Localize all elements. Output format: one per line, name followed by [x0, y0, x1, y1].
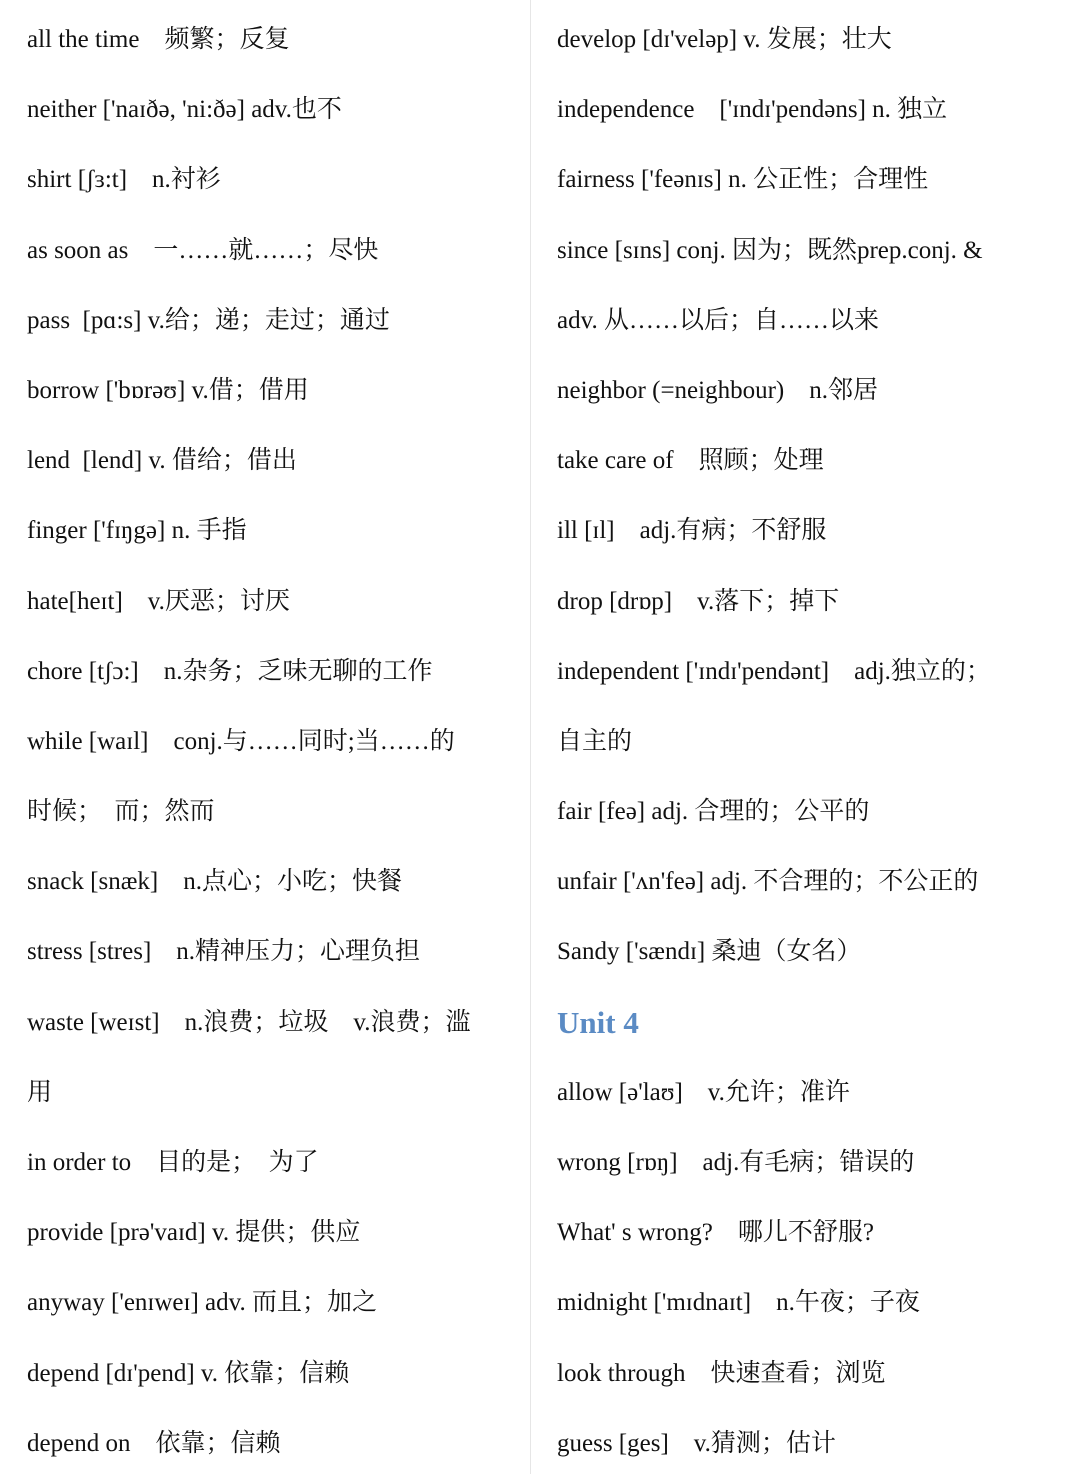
vocab-line: anyway ['enɪweɪ] adv. 而且；加之	[27, 1289, 378, 1317]
vocab-line: unfair ['ʌn'feə] adj. 不合理的；不公正的	[557, 868, 979, 896]
vocab-line: lend [lend] v. 借给；借出	[27, 447, 297, 475]
vocab-line: all the time 频繁；反复	[27, 26, 290, 53]
vocab-line: as soon as 一……就……；尽快	[27, 236, 379, 264]
vocab-line: fairness ['feənɪs] n. 公正性；合理性	[557, 166, 929, 194]
vocab-line: since [sɪns] conj. 因为；既然prep.conj. &	[557, 236, 983, 264]
vocab-line: fair [feə] adj. 合理的；公平的	[557, 798, 870, 826]
vocab-line: neither ['naɪðə, 'ni:ðə] adv.也不	[27, 96, 342, 124]
vocab-line: neighbor (=neighbour) n.邻居	[557, 376, 878, 404]
right-column	[557, 5, 1062, 1479]
unit-heading: Unit 4	[557, 1004, 639, 1040]
vocab-line: stress [stres] n.精神压力；心理负担	[27, 938, 421, 966]
vocab-line: independence ['ɪndɪ'pendəns] n. 独立	[557, 96, 948, 124]
vocab-line-continuation: 用	[27, 1078, 53, 1106]
vocab-line: provide [prə'vaɪd] v. 提供；供应	[27, 1219, 361, 1247]
vocab-line: guess [ges] v.猜测；估计	[557, 1429, 836, 1457]
vocab-line: allow [ə'laʊ] v.允许；准许	[557, 1078, 850, 1106]
vocab-line: wrong [rɒŋ] adj.有毛病；错误的	[557, 1149, 915, 1176]
vocab-line: borrow ['bɒrəʊ] v.借；借用	[27, 376, 309, 404]
vocab-line: independent ['ɪndɪ'pendənt] adj.独立的；	[557, 657, 991, 685]
vocab-line-continuation: 自主的	[557, 727, 633, 755]
left-column	[27, 5, 522, 1479]
vocab-line: shirt [ʃɜ:t] n.衬衫	[27, 166, 221, 194]
vocab-line-continuation: 时候； 而；然而	[27, 798, 215, 826]
vocab-line: hate[heɪt] v.厌恶；讨厌	[27, 587, 290, 615]
vocab-line: chore [tʃɔ:] n.杂务；乏味无聊的工作	[27, 657, 433, 685]
vocab-line: Sandy ['sændɪ] 桑迪（女名）	[557, 938, 862, 966]
vocab-line: What' s wrong? 哪儿不舒服?	[557, 1219, 874, 1247]
vocab-line: look through 快速查看；浏览	[557, 1359, 886, 1387]
vocab-line: pass [pɑ:s] v.给；递；走过；通过	[27, 306, 390, 334]
vocab-line-continuation: adv. 从……以后；自……以来	[557, 306, 879, 334]
vocab-line: while [waɪl] conj.与……同时;当……的	[27, 727, 455, 755]
vocab-line: depend on 依靠；信赖	[27, 1429, 281, 1457]
vocab-line: ill [ɪl] adj.有病；不舒服	[557, 517, 827, 545]
vocab-line: in order to 目的是； 为了	[27, 1149, 319, 1176]
vocab-line: drop [drɒp] v.落下；掉下	[557, 587, 840, 615]
vocab-line: develop [dɪ'veləp] v. 发展；壮大	[557, 26, 892, 53]
vocab-line: finger ['fɪŋgə] n. 手指	[27, 517, 247, 545]
vocab-line: depend [dɪ'pend] v. 依靠；信赖	[27, 1359, 350, 1387]
vocab-line: midnight ['mɪdnaɪt] n.午夜；子夜	[557, 1289, 920, 1317]
vocab-line: take care of 照顾；处理	[557, 447, 824, 475]
column-divider	[530, 0, 531, 1474]
vocab-line: waste [weɪst] n.浪费；垃圾 v.浪费；滥	[27, 1008, 471, 1036]
vocab-line: snack [snæk] n.点心；小吃；快餐	[27, 868, 402, 896]
